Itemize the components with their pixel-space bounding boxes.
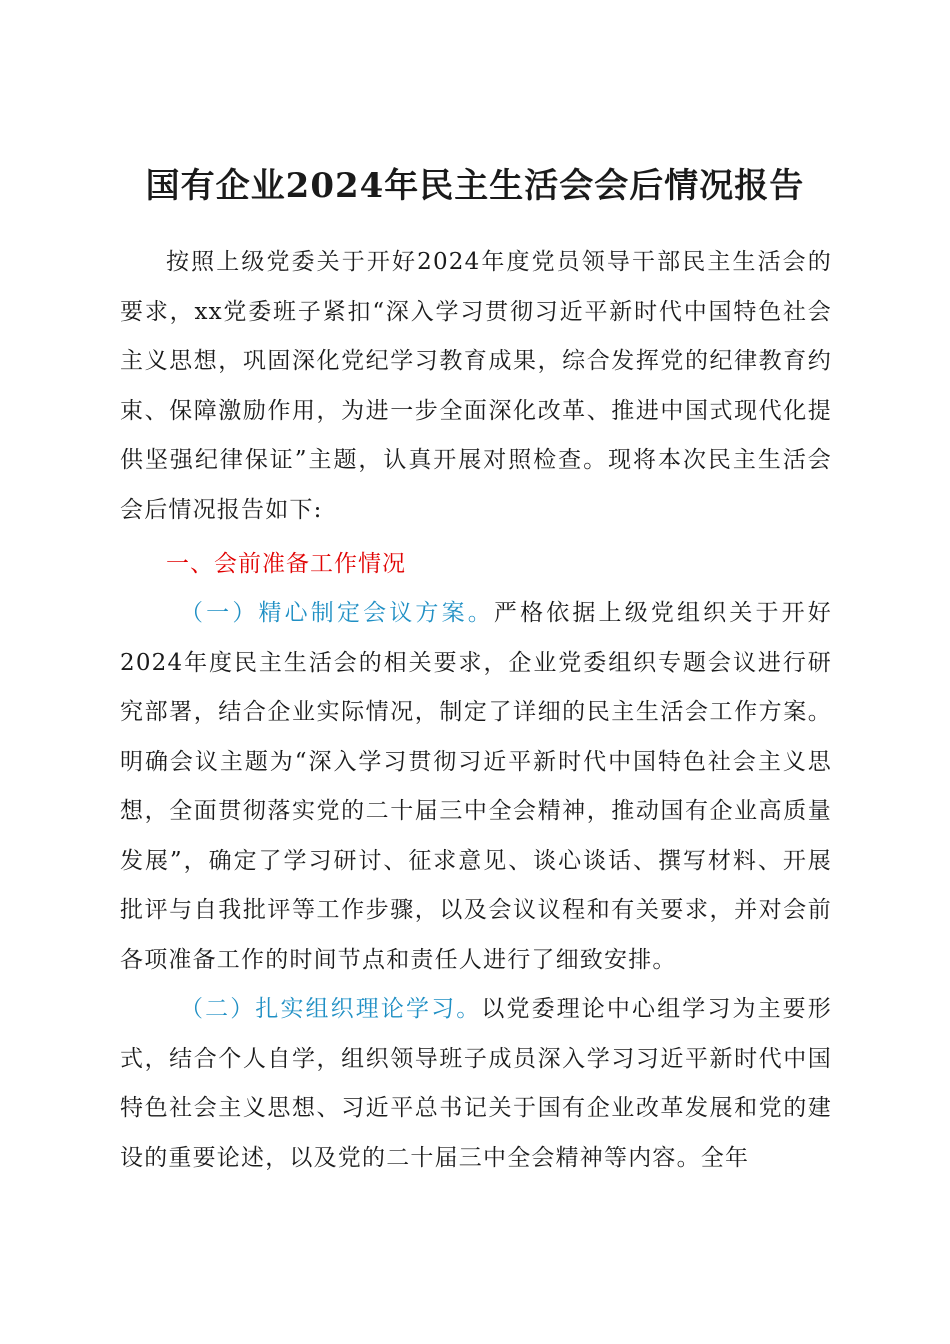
- section1-item1-text: 严格依据上级党组织关于开好2024年度民主生活会的相关要求，企业党委组织专题会议进行研究部署，结合企业实际情况，制定了详细的民主生活会工作方案。明确会议主题为“深入学习贯彻习近平新时代中国特色社会主义思想，全面贯彻落实党的二十届三中全会精神，推动国有企业高质量发展”，确定了学习研讨、征求意见、谈心谈话、撰写材料、开展批评与自我批评等工作步骤，以及会议议程和有关要求，并对会前各项准备工作的时间节点和责任人进行了细致安排。: [120, 600, 832, 973]
- section1-item2-paragraph: [120, 985, 832, 1183]
- section1-item1-subheading: （一）精心制定会议方案。: [180, 600, 494, 626]
- intro-paragraph: 按照上级党委关于开好2024年度党员领导干部民主生活会的要求，xx党委班子紧扣“深入学习贯彻习近平新时代中国特色社会主义思想，巩固深化党纪学习教育成果，综合发挥党的纪律教育约束、保障激励作用，为进一步全面深化改革、推进中国式现代化提供坚强纪律保证”主题，认真开展对照检查。现将本次民主生活会会后情况报告如下:: [120, 249, 832, 523]
- document-title: 国有企业2024年民主生活会会后情况报告: [145, 166, 805, 206]
- section-heading-1: 一、会前准备工作情况: [166, 551, 406, 577]
- section1-item1-paragraph: [120, 589, 832, 985]
- section1-item2-subheading: （二）扎实组织理论学习。: [180, 996, 482, 1022]
- section1-item2-text: 以党委理论中心组学习为主要形式，结合个人自学，组织领导班子成员深入学习习近平新时代中国特色社会主义思想、习近平总书记关于国有企业改革发展和党的建设的重要论述，以及党的二十届三中全会精神等内容。全年: [120, 996, 832, 1171]
